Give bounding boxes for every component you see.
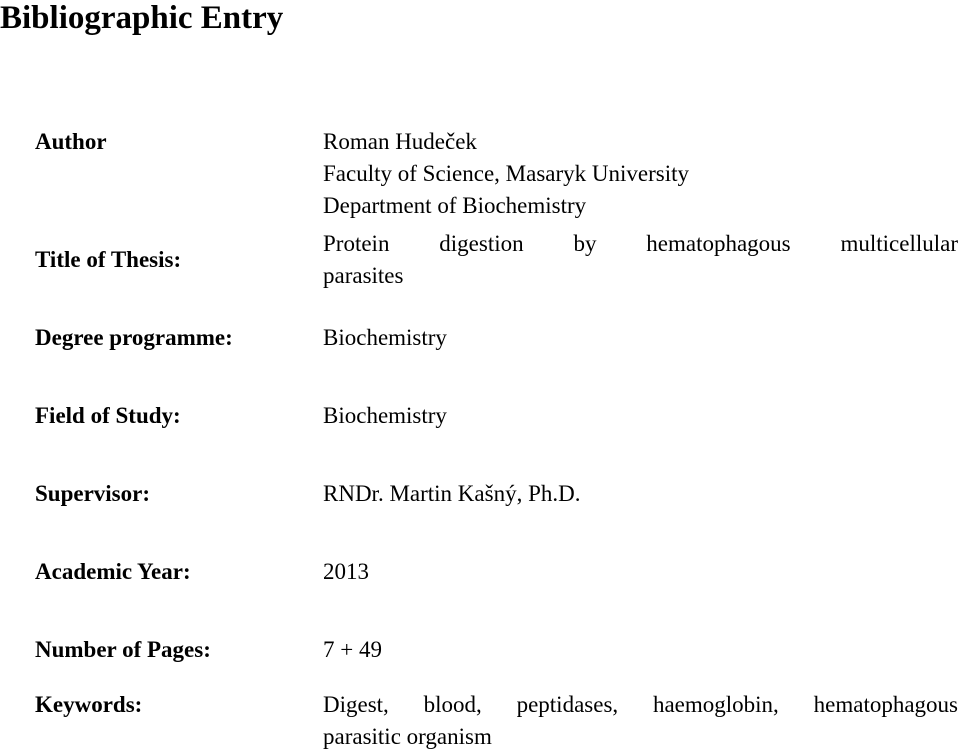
degree-programme-label: Degree programme: [35, 325, 233, 350]
academic-year-label: Academic Year: [35, 559, 191, 584]
page-title: Bibliographic Entry [0, 0, 284, 36]
supervisor-value: RNDr. Martin Kašný, Ph.D. [323, 481, 581, 506]
author-value [323, 126, 689, 222]
keywords-label: Keywords: [35, 692, 143, 717]
field-of-study-label: Field of Study: [35, 403, 181, 428]
thesis-title-line-2: parasites [323, 263, 404, 288]
thesis-title-value [323, 228, 958, 292]
supervisor-label: Supervisor: [35, 481, 150, 506]
keywords-line-1: Digest, blood, peptidases, haemoglobin, hematophagous [323, 692, 958, 717]
keywords-value [323, 689, 958, 753]
thesis-title-label: Title of Thesis: [35, 247, 182, 272]
degree-programme-value: Biochemistry [323, 325, 447, 350]
thesis-title-line-1: Protein digestion by hematophagous multicellular [323, 231, 958, 256]
number-of-pages-value: 7 + 49 [323, 637, 382, 662]
academic-year-value: 2013 [323, 559, 369, 584]
author-name: Roman Hudeček [323, 129, 477, 154]
field-of-study-value: Biochemistry [323, 403, 447, 428]
author-department: Department of Biochemistry [323, 193, 587, 218]
author-faculty: Faculty of Science, Masaryk University [323, 161, 689, 186]
author-label: Author [35, 129, 107, 154]
number-of-pages-label: Number of Pages: [35, 637, 211, 662]
keywords-line-2: parasitic organism [323, 724, 492, 749]
